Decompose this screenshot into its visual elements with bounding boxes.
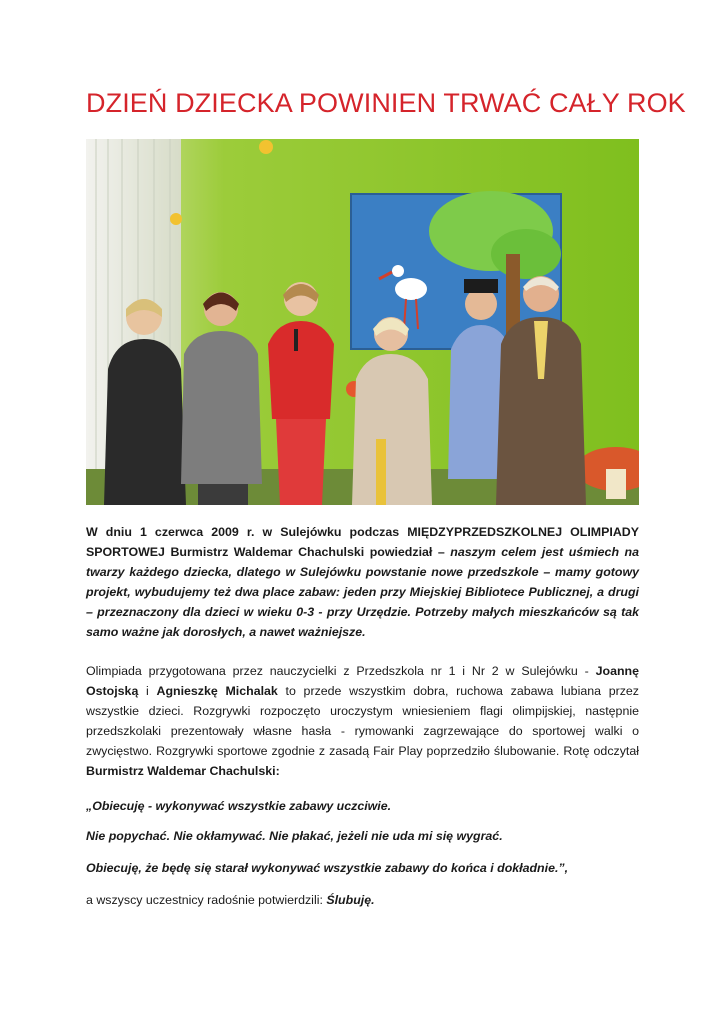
intro-paragraph bbox=[86, 522, 639, 642]
mayor-name: Burmistrz Waldemar Chachulski: bbox=[86, 764, 280, 778]
body-paragraph-text: to przede wszystkim dobra, ruchowa zabawa lubiana przez wszystkie dzieci. Rozgrywki rozpoczęto uroczystym wniesieniem flagi olimpijskiej, następnie przedszkolaki prezentowały własne hasła - rymowanki zagrzewające do sportowej walki o zwycięstwo. Rozgrywki sportowe zgodnie z zasadą Fair Play poprzedziło ślubowanie. Rotę odczytał bbox=[86, 684, 639, 758]
intro-paragraph-quote: naszym celem jest uśmiech na twarzy każdego dziecka, dlatego w Sulejówku powstanie nowe przedszkole – mamy gotowy projekt, wybudujemy też dwa place zabaw: jeden przy Miejskiej Bibliotece Publicznej, a drugi – przeznaczony dla dzieci w wieku 0-3 - przy Urzędzie. Potrzeby małych mieszkańców są tak samo ważne jak dorosłych, a nawet ważniejsze. bbox=[86, 545, 639, 639]
closing-paragraph-emphasis: Ślubuję. bbox=[326, 893, 375, 907]
page-title: DZIEŃ DZIECKA POWINIEN TRWAĆ CAŁY ROK bbox=[86, 88, 686, 118]
intro-paragraph-lead: W dniu 1 czerwca 2009 r. w Sulejówku podczas MIĘDZYPRZEDSZKOLNEJ OLIMPIADY SPORTOWEJ Burmistrz Waldemar Chachulski powiedział – bbox=[86, 525, 639, 559]
oath-line-1: „Obiecuję - wykonywać wszystkie zabawy uczciwie. bbox=[86, 799, 392, 813]
teacher-name-1: Joannę Ostojską bbox=[86, 664, 639, 698]
oath-line-2: Nie popychać. Nie okłamywać. Nie płakać, jeżeli nie uda mi się wygrać. bbox=[86, 829, 503, 843]
closing-paragraph-text: a wszyscy uczestnicy radośnie potwierdzili: bbox=[86, 893, 327, 907]
body-paragraph-lead: Olimpiada przygotowana przez nauczycielki z Przedszkola nr 1 i Nr 2 w Sulejówku - bbox=[86, 664, 596, 678]
teacher-name-2: Agnieszkę Michalak bbox=[156, 684, 278, 698]
body-paragraph bbox=[86, 661, 639, 781]
body-paragraph-and: i bbox=[138, 684, 157, 698]
group-photo bbox=[86, 139, 639, 505]
group-photo-illustration bbox=[86, 139, 639, 505]
closing-paragraph bbox=[86, 890, 639, 910]
oath-line-3: Obiecuję, że będę się starał wykonywać wszystkie zabawy do końca i dokładnie.”, bbox=[86, 861, 569, 875]
